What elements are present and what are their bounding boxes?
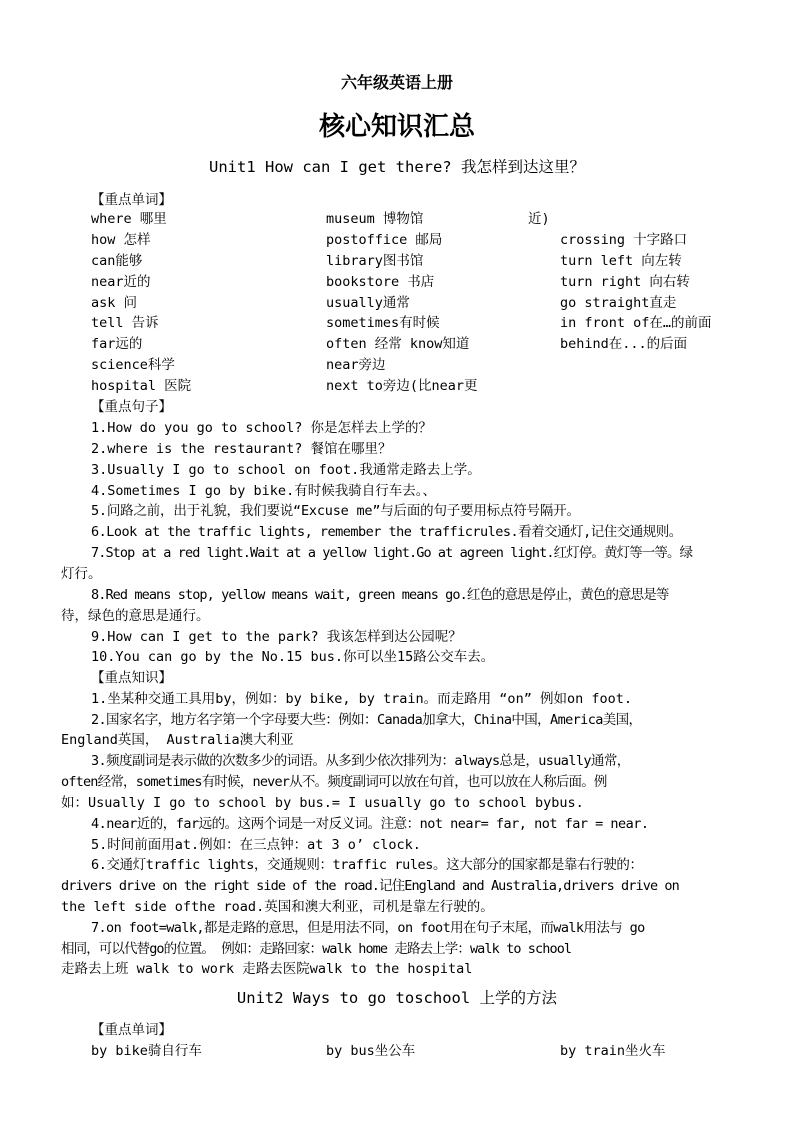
word-item: postoffice 邮局	[326, 232, 443, 248]
unit2-words-heading: 【重点单词】	[91, 1022, 172, 1038]
knowledge-line: 2.国家名字，地方名字第一个字母要大些：例如：Canada加拿大，China中国，America美国，	[91, 712, 642, 728]
sentence-line: 9.How can I get to the park? 我该怎样到达公园呢？	[91, 629, 462, 645]
word-item: by train坐火车	[560, 1043, 666, 1059]
knowledge-line: often经常，sometimes有时候，never从不。频度副词可以放在句首，也可以放在人称后面。例	[61, 774, 607, 790]
word-item: ask 问	[91, 295, 138, 311]
sentence-line: 待，绿色的意思是通行。	[61, 608, 210, 624]
knowledge-line: England英国， Australia澳大利亚	[61, 732, 294, 748]
word-item: go straight直走	[560, 295, 677, 311]
knowledge-line: 4.near近的，far远的。这两个词是一对反义词。注意：not near= far, not far = near.	[91, 816, 649, 832]
word-item: far远的	[91, 336, 143, 352]
sentence-line: 4.Sometimes I go by bike.有时候我骑自行车去。、	[91, 483, 436, 499]
word-item: turn right 向右转	[560, 274, 690, 290]
word-item: next to旁边(比near更	[326, 378, 478, 394]
sentence-line: 1.How do you go to school? 你是怎样去上学的？	[91, 420, 432, 436]
word-item: often 经常 know知道	[326, 336, 470, 352]
word-item: library图书馆	[326, 253, 424, 269]
unit1-knowledge-heading: 【重点知识】	[91, 670, 172, 686]
sentence-line: 10.You can go by the No.15 bus.你可以坐15路公交车去。	[91, 649, 495, 665]
word-item: near旁边	[326, 357, 386, 373]
word-item: museum 博物馆	[326, 211, 424, 227]
unit1-words-heading: 【重点单词】	[91, 192, 172, 208]
word-item: in front of在…的前面	[560, 315, 712, 331]
word-item: where 哪里	[91, 211, 167, 227]
word-item: turn left 向左转	[560, 253, 682, 269]
sentence-line: 3.Usually I go to school on foot.我通常走路去上学。	[91, 462, 481, 478]
word-item: 近)	[528, 211, 550, 227]
word-item: hospital 医院	[91, 378, 192, 394]
unit1-title: Unit1 How can I get there? 我怎样到达这里？	[209, 158, 585, 176]
word-item: by bus坐公车	[326, 1043, 416, 1059]
word-item: science科学	[91, 357, 175, 373]
sentence-line: 8.Red means stop, yellow means wait, green means go.红色的意思是停止，黄色的意思是等	[91, 587, 669, 603]
knowledge-line: drivers drive on the right side of the road.记住England and Australia,drivers drive on	[61, 878, 679, 894]
sentence-line: 6.Look at the traffic lights, remember the trafficrules.看着交通灯,记住交通规则。	[91, 524, 682, 540]
knowledge-line: 走路去上班 walk to work 走路去医院walk to the hospital	[61, 961, 473, 977]
word-item: bookstore 书店	[326, 274, 435, 290]
sentence-line: 灯行。	[61, 566, 102, 582]
knowledge-line: 1.坐某种交通工具用by，例如：by bike, by train。而走路用 “on” 例如on foot.	[91, 691, 632, 707]
word-item: behind在...的后面	[560, 336, 688, 352]
word-item: crossing 十字路口	[560, 232, 688, 248]
knowledge-line: 如：Usually I go to school by bus.= I usually go to school bybus.	[61, 795, 584, 811]
word-item: usually通常	[326, 295, 410, 311]
sentence-line: 2.where is the restaurant? 餐馆在哪里？	[91, 441, 392, 457]
unit1-sentences-heading: 【重点句子】	[91, 399, 172, 415]
knowledge-line: 7.on foot=walk,都是走路的意思，但是用法不同，on foot用在句子末尾，而walk用法与 go	[91, 920, 645, 936]
word-item: by bike骑自行车	[91, 1043, 202, 1059]
knowledge-line: 相同，可以代替go的位置。 例如：走路回家：walk home 走路去上学：walk to school	[61, 941, 572, 957]
word-item: can能够	[91, 253, 143, 269]
word-item: tell 告诉	[91, 315, 159, 331]
knowledge-line: 5.时间前面用at.例如：在三点钟：at 3 o’ clock.	[91, 837, 421, 853]
word-item: how 怎样	[91, 232, 151, 248]
sentence-line: 7.Stop at a red light.Wait at a yellow light.Go at agreen light.红灯停。黄灯等一等。绿	[91, 545, 693, 561]
document-subtitle: 六年级英语上册	[340, 73, 453, 92]
unit2-title: Unit2 Ways to go toschool 上学的方法	[236, 989, 558, 1007]
document-title: 核心知识汇总	[318, 112, 475, 142]
word-item: sometimes有时候	[326, 315, 440, 331]
word-item: near近的	[91, 274, 151, 290]
knowledge-line: 3.频度副词是表示做的次数多少的词语。从多到少依次排列为：always总是，usually通常，	[91, 753, 630, 769]
knowledge-line: 6.交通灯traffic lights，交通规则：traffic rules。这大部分的国家都是靠右行驶的：	[91, 857, 643, 873]
sentence-line: 5.问路之前，出于礼貌，我们要说“Excuse me”与后面的句子要用标点符号隔开。	[91, 503, 580, 519]
knowledge-line: the left side ofthe road.英国和澳大利亚，司机是靠左行驶的。	[61, 899, 494, 915]
